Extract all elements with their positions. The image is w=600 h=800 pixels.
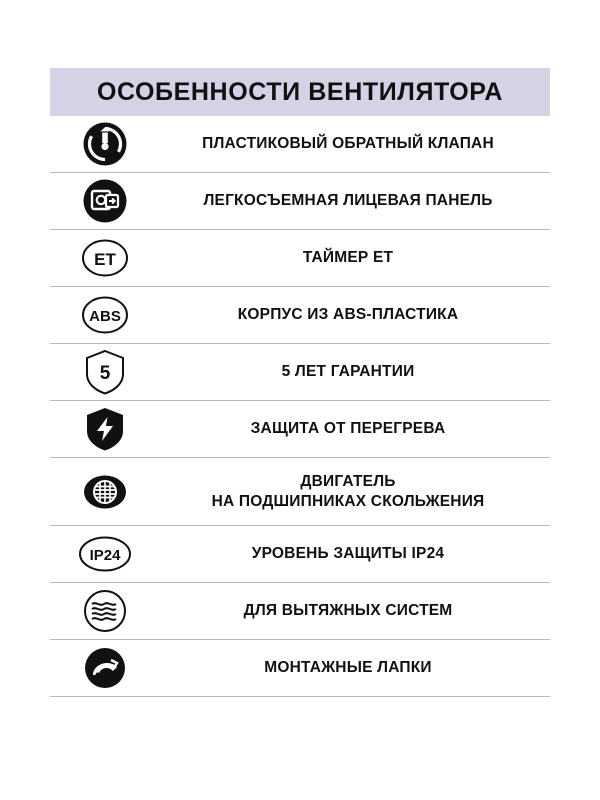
check-valve-icon [82, 121, 128, 167]
list-item [50, 526, 550, 583]
panel-title-bar [50, 68, 550, 116]
feature-label [160, 134, 550, 153]
timer-et-icon [80, 235, 130, 281]
icon-cell [50, 292, 160, 338]
features-list [50, 116, 550, 697]
icon-cell [50, 531, 160, 577]
feature-label-line1: ДЛЯ ВЫТЯЖНЫХ СИСТЕМ [243, 602, 453, 620]
feature-label-line1: КОРПУС ИЗ ABS-ПЛАСТИКА [237, 306, 459, 324]
icon-cell [50, 645, 160, 691]
list-item [50, 230, 550, 287]
icon-cell [50, 405, 160, 453]
list-item [50, 287, 550, 344]
feature-label [160, 472, 550, 511]
overheat-protection-shield-icon [83, 405, 127, 453]
feature-label [160, 248, 550, 267]
features-panel [50, 68, 550, 697]
feature-label [160, 191, 550, 210]
icon-cell [50, 588, 160, 634]
list-item [50, 458, 550, 526]
abs-plastic-icon-text: ABS [89, 308, 121, 325]
feature-label-line1: ЗАЩИТА ОТ ПЕРЕГРЕВА [250, 420, 446, 438]
icon-cell [50, 469, 160, 515]
icon-cell [50, 235, 160, 281]
feature-label [160, 362, 550, 381]
timer-et-icon-text: ET [94, 250, 116, 269]
ip24-protection-icon-text: IP24 [89, 547, 121, 564]
list-item [50, 344, 550, 401]
feature-label [160, 658, 550, 677]
list-item [50, 583, 550, 640]
list-item [50, 173, 550, 230]
warranty-shield-icon [83, 348, 127, 396]
sleeve-bearing-motor-icon [80, 469, 130, 515]
feature-label-line1: 5 ЛЕТ ГАРАНТИИ [281, 363, 415, 381]
icon-cell [50, 348, 160, 396]
feature-label-line1: ЛЕГКОСЪЕМНАЯ ЛИЦЕВАЯ ПАНЕЛЬ [203, 192, 493, 210]
exhaust-airflow-icon [81, 588, 129, 634]
ip24-protection-icon [77, 531, 133, 577]
abs-plastic-icon [80, 292, 130, 338]
feature-label-line1: ТАЙМЕР ET [302, 249, 394, 267]
list-item [50, 640, 550, 697]
feature-label [160, 601, 550, 620]
warranty-shield-icon-text: 5 [99, 363, 111, 384]
feature-label [160, 419, 550, 438]
icon-cell [50, 121, 160, 167]
list-item [50, 116, 550, 173]
list-item [50, 401, 550, 458]
feature-label-line1: УРОВЕНЬ ЗАЩИТЫ IP24 [251, 545, 445, 563]
feature-label-line1: ДВИГАТЕЛЬ [300, 473, 396, 491]
mounting-brackets-icon [81, 645, 129, 691]
removable-front-panel-icon [82, 178, 128, 224]
icon-cell [50, 178, 160, 224]
feature-label-line2: НА ПОДШИПНИКАХ СКОЛЬЖЕНИЯ [211, 492, 485, 510]
page-title: ОСОБЕННОСТИ ВЕНТИЛЯТОРА [96, 77, 504, 106]
feature-label-line1: ПЛАСТИКОВЫЙ ОБРАТНЫЙ КЛАПАН [202, 135, 494, 153]
feature-label [160, 305, 550, 324]
feature-label [160, 544, 550, 563]
feature-label-line1: МОНТАЖНЫЕ ЛАПКИ [264, 659, 432, 677]
